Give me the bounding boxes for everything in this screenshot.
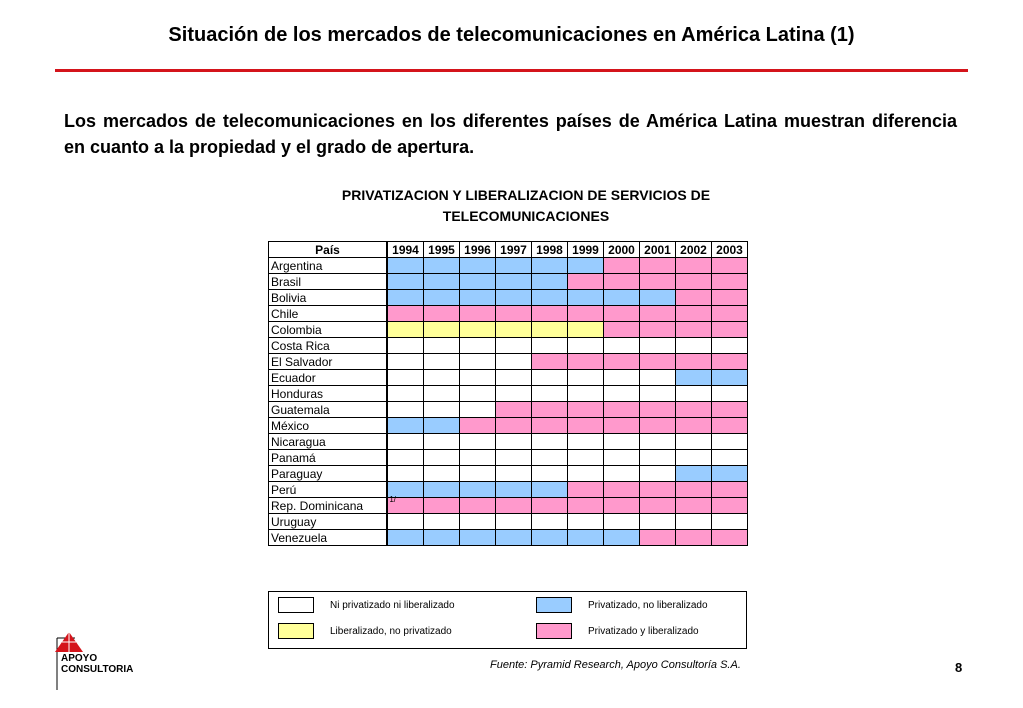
intro-paragraph: Los mercados de telecomunicaciones en los diferentes países de América Latina muestran diferencia en cuanto a la propiedad y el grado de apertura. bbox=[64, 111, 957, 157]
status-cell-1994 bbox=[388, 354, 424, 370]
status-cell-1997 bbox=[496, 450, 532, 466]
country-name: Honduras bbox=[271, 386, 324, 401]
status-cell-2001 bbox=[640, 402, 676, 418]
logo-text-line-1: APOYO bbox=[61, 653, 98, 664]
status-cell-2000 bbox=[604, 434, 640, 450]
status-cell-2001 bbox=[640, 482, 676, 498]
status-cell-1998 bbox=[532, 370, 568, 386]
status-cell-2003 bbox=[712, 530, 748, 546]
country-cell bbox=[269, 530, 387, 546]
status-cell-1999 bbox=[568, 434, 604, 450]
chart-title bbox=[300, 185, 752, 227]
status-cell-1998 bbox=[532, 386, 568, 402]
status-cell-2000 bbox=[604, 370, 640, 386]
status-cell-1996 bbox=[460, 290, 496, 306]
table-row bbox=[269, 258, 748, 274]
status-cell-2000 bbox=[604, 530, 640, 546]
status-cell-1998 bbox=[532, 482, 568, 498]
legend-item-privatized bbox=[536, 597, 708, 613]
table-row bbox=[269, 322, 748, 338]
status-cell-2002 bbox=[676, 338, 712, 354]
status-cell-1996 bbox=[460, 482, 496, 498]
country-name: Nicaragua bbox=[271, 434, 326, 449]
status-cell-1997 bbox=[496, 482, 532, 498]
status-cell-1997 bbox=[496, 274, 532, 290]
status-cell-1999 bbox=[568, 482, 604, 498]
header-country: País bbox=[269, 242, 387, 258]
status-cell-1996 bbox=[460, 370, 496, 386]
status-cell-1997 bbox=[496, 322, 532, 338]
status-cell-1998 bbox=[532, 418, 568, 434]
status-cell-2003 bbox=[712, 402, 748, 418]
legend-label-none: Ni privatizado ni liberalizado bbox=[330, 599, 455, 611]
status-cell-1996 bbox=[460, 450, 496, 466]
country-name: Paraguay bbox=[271, 466, 323, 481]
status-cell-1997 bbox=[496, 434, 532, 450]
status-cell-1996 bbox=[460, 434, 496, 450]
status-cell-1996 bbox=[460, 274, 496, 290]
country-name: Panamá bbox=[271, 450, 316, 465]
status-cell-2001 bbox=[640, 450, 676, 466]
country-cell bbox=[269, 418, 387, 434]
table-row bbox=[269, 418, 748, 434]
header-year-1998: 1998 bbox=[532, 242, 568, 258]
status-cell-2003 bbox=[712, 306, 748, 322]
country-cell bbox=[269, 274, 387, 290]
table-row bbox=[269, 306, 748, 322]
status-cell-2001 bbox=[640, 514, 676, 530]
status-cell-2002 bbox=[676, 402, 712, 418]
status-cell-2001 bbox=[640, 434, 676, 450]
status-cell-1997 bbox=[496, 498, 532, 514]
status-cell-1998 bbox=[532, 274, 568, 290]
country-name: Ecuador bbox=[271, 370, 316, 385]
status-cell-1995 bbox=[424, 434, 460, 450]
country-name: Venezuela bbox=[271, 530, 328, 545]
table-row bbox=[269, 274, 748, 290]
header-year-1995: 1995 bbox=[424, 242, 460, 258]
country-name: Argentina bbox=[271, 258, 323, 273]
country-cell bbox=[269, 354, 387, 370]
company-logo bbox=[55, 628, 155, 694]
status-cell-2003 bbox=[712, 354, 748, 370]
page-title: Situación de los mercados de telecomunicaciones en América Latina (1) bbox=[168, 24, 855, 46]
status-cell-2000 bbox=[604, 466, 640, 482]
status-cell-1994 bbox=[388, 338, 424, 354]
status-cell-1994 bbox=[388, 530, 424, 546]
title-divider bbox=[55, 69, 968, 72]
status-cell-1994 bbox=[388, 322, 424, 338]
status-cell-1998 bbox=[532, 306, 568, 322]
country-name: Brasil bbox=[271, 274, 302, 289]
status-cell-1996 bbox=[460, 258, 496, 274]
header-year-2000: 2000 bbox=[604, 242, 640, 258]
status-cell-2003 bbox=[712, 418, 748, 434]
status-cell-2001 bbox=[640, 274, 676, 290]
country-cell bbox=[269, 370, 387, 386]
legend-item-none bbox=[278, 597, 455, 613]
status-cell-1994 bbox=[388, 370, 424, 386]
country-cell bbox=[269, 495, 396, 514]
status-cell-1994 bbox=[388, 434, 424, 450]
country-cell bbox=[269, 306, 387, 322]
status-cell-2002 bbox=[676, 450, 712, 466]
status-cell-1995 bbox=[424, 530, 460, 546]
country-cell bbox=[269, 258, 387, 274]
country-cell bbox=[269, 450, 387, 466]
country-name: El Salvador bbox=[271, 354, 333, 369]
status-cell-1999 bbox=[568, 290, 604, 306]
status-cell-1999 bbox=[568, 322, 604, 338]
status-cell-1998 bbox=[532, 514, 568, 530]
status-cell-1995 bbox=[424, 306, 460, 322]
status-cell-2000 bbox=[604, 514, 640, 530]
status-cell-1998 bbox=[532, 434, 568, 450]
status-cell-2002 bbox=[676, 258, 712, 274]
status-cell-2001 bbox=[640, 354, 676, 370]
header-year-2003: 2003 bbox=[712, 242, 748, 258]
status-cell-2000 bbox=[604, 418, 640, 434]
country-cell bbox=[269, 386, 387, 402]
status-cell-1997 bbox=[496, 354, 532, 370]
legend-swatch-liberalized bbox=[278, 623, 314, 639]
status-cell-1997 bbox=[496, 386, 532, 402]
status-cell-1994 bbox=[388, 258, 424, 274]
status-cell-2003 bbox=[712, 450, 748, 466]
legend-label-liberalized: Liberalizado, no privatizado bbox=[330, 625, 452, 637]
status-cell-2000 bbox=[604, 274, 640, 290]
status-cell-1998 bbox=[532, 450, 568, 466]
status-cell-1997 bbox=[496, 370, 532, 386]
status-cell-2001 bbox=[640, 418, 676, 434]
status-cell-2001 bbox=[640, 338, 676, 354]
status-cell-2000 bbox=[604, 338, 640, 354]
status-cell-2002 bbox=[676, 306, 712, 322]
status-cell-2002 bbox=[676, 418, 712, 434]
status-cell-2003 bbox=[712, 498, 748, 514]
status-cell-1995 bbox=[424, 450, 460, 466]
status-cell-2003 bbox=[712, 482, 748, 498]
chart-title-line-1: PRIVATIZACION Y LIBERALIZACION DE SERVICIOS DE bbox=[341, 187, 711, 203]
status-cell-2003 bbox=[712, 466, 748, 482]
status-cell-2002 bbox=[676, 466, 712, 482]
status-cell-1995 bbox=[424, 258, 460, 274]
status-cell-1997 bbox=[496, 530, 532, 546]
logo-text-line-2: CONSULTORIA bbox=[61, 664, 134, 675]
legend-label-both: Privatizado y liberalizado bbox=[588, 625, 699, 637]
status-cell-1999 bbox=[568, 530, 604, 546]
status-cell-1994 bbox=[388, 402, 424, 418]
status-cell-1999 bbox=[568, 370, 604, 386]
country-name: Costa Rica bbox=[271, 338, 330, 353]
status-cell-2001 bbox=[640, 290, 676, 306]
legend-swatch-privatized bbox=[536, 597, 572, 613]
table-row bbox=[269, 290, 748, 306]
status-cell-1999 bbox=[568, 386, 604, 402]
header-year-2001: 2001 bbox=[640, 242, 676, 258]
header-year-1994: 1994 bbox=[388, 242, 424, 258]
status-cell-1998 bbox=[532, 290, 568, 306]
table-row bbox=[269, 466, 748, 482]
status-cell-2000 bbox=[604, 258, 640, 274]
table-row bbox=[269, 386, 748, 402]
status-cell-1994 bbox=[388, 514, 424, 530]
status-cell-1998 bbox=[532, 354, 568, 370]
status-cell-2003 bbox=[712, 338, 748, 354]
country-name: Uruguay bbox=[271, 514, 317, 529]
status-cell-1997 bbox=[496, 338, 532, 354]
status-cell-1998 bbox=[532, 498, 568, 514]
status-cell-1996 bbox=[460, 418, 496, 434]
table-row bbox=[269, 482, 748, 498]
status-cell-2002 bbox=[676, 274, 712, 290]
status-cell-2001 bbox=[640, 370, 676, 386]
status-cell-1996 bbox=[460, 530, 496, 546]
status-cell-1997 bbox=[496, 402, 532, 418]
status-cell-2000 bbox=[604, 354, 640, 370]
status-cell-1999 bbox=[568, 354, 604, 370]
status-cell-1994 bbox=[388, 306, 424, 322]
status-cell-1998 bbox=[532, 402, 568, 418]
legend-label-privatized: Privatizado, no liberalizado bbox=[588, 599, 708, 611]
status-cell-1994 bbox=[388, 466, 424, 482]
header-year-2002: 2002 bbox=[676, 242, 712, 258]
status-cell-1995 bbox=[424, 274, 460, 290]
status-cell-1997 bbox=[496, 306, 532, 322]
status-table bbox=[268, 241, 748, 546]
table-row bbox=[269, 354, 748, 370]
status-cell-1996 bbox=[460, 386, 496, 402]
status-cell-1997 bbox=[496, 258, 532, 274]
status-cell-1995 bbox=[424, 354, 460, 370]
status-cell-1994 bbox=[388, 386, 424, 402]
table-row bbox=[269, 402, 748, 418]
status-cell-1997 bbox=[496, 466, 532, 482]
status-cell-1995 bbox=[424, 498, 460, 514]
status-cell-2003 bbox=[712, 370, 748, 386]
status-cell-1998 bbox=[532, 338, 568, 354]
status-cell-1995 bbox=[424, 370, 460, 386]
header-year-1999: 1999 bbox=[568, 242, 604, 258]
legend-swatch-none bbox=[278, 597, 314, 613]
status-cell-2002 bbox=[676, 498, 712, 514]
table-header-row bbox=[269, 242, 748, 258]
status-cell-1998 bbox=[532, 530, 568, 546]
status-cell-2001 bbox=[640, 306, 676, 322]
status-cell-1995 bbox=[424, 322, 460, 338]
table-row bbox=[269, 514, 748, 530]
status-cell-1999 bbox=[568, 418, 604, 434]
status-cell-2001 bbox=[640, 498, 676, 514]
status-cell-2001 bbox=[640, 258, 676, 274]
country-cell bbox=[269, 482, 387, 498]
status-cell-1994 bbox=[388, 290, 424, 306]
status-cell-1996 bbox=[460, 498, 496, 514]
status-cell-2000 bbox=[604, 306, 640, 322]
status-cell-2003 bbox=[712, 290, 748, 306]
country-cell bbox=[269, 402, 387, 418]
country-name: México bbox=[271, 418, 310, 433]
country-name: Guatemala bbox=[271, 402, 330, 417]
legend-item-both bbox=[536, 623, 699, 639]
status-cell-1994 bbox=[388, 418, 424, 434]
status-cell-2003 bbox=[712, 258, 748, 274]
status-cell-1998 bbox=[532, 258, 568, 274]
status-cell-1996 bbox=[460, 306, 496, 322]
country-cell bbox=[269, 434, 387, 450]
status-cell-2002 bbox=[676, 322, 712, 338]
status-cell-1998 bbox=[532, 322, 568, 338]
status-cell-1995 bbox=[424, 418, 460, 434]
status-cell-1999 bbox=[568, 258, 604, 274]
status-cell-1995 bbox=[424, 402, 460, 418]
status-cell-1995 bbox=[424, 386, 460, 402]
status-cell-2000 bbox=[604, 450, 640, 466]
status-cell-2000 bbox=[604, 386, 640, 402]
country-name: Colombia bbox=[271, 322, 322, 337]
legend-swatch-both bbox=[536, 623, 572, 639]
table-row bbox=[269, 338, 748, 354]
status-cell-1999 bbox=[568, 450, 604, 466]
status-cell-2003 bbox=[712, 386, 748, 402]
page-number: 8 bbox=[955, 660, 963, 675]
country-cell bbox=[269, 466, 387, 482]
country-name: Perú bbox=[271, 482, 297, 497]
status-cell-1995 bbox=[424, 290, 460, 306]
status-cell-2002 bbox=[676, 434, 712, 450]
status-cell-1999 bbox=[568, 338, 604, 354]
status-cell-1995 bbox=[424, 466, 460, 482]
status-cell-1997 bbox=[496, 514, 532, 530]
status-cell-2002 bbox=[676, 482, 712, 498]
status-cell-1999 bbox=[568, 274, 604, 290]
status-cell-1995 bbox=[424, 338, 460, 354]
status-cell-2001 bbox=[640, 466, 676, 482]
status-cell-2003 bbox=[712, 514, 748, 530]
country-cell bbox=[269, 514, 387, 530]
country-cell bbox=[269, 322, 387, 338]
status-cell-2002 bbox=[676, 290, 712, 306]
status-cell-1999 bbox=[568, 306, 604, 322]
country-name: Chile bbox=[271, 306, 299, 321]
status-cell-2000 bbox=[604, 498, 640, 514]
chart-title-line-2: TELECOMUNICACIONES bbox=[442, 208, 610, 224]
status-cell-2001 bbox=[640, 386, 676, 402]
table-row bbox=[269, 498, 748, 514]
status-cell-2003 bbox=[712, 434, 748, 450]
status-cell-1996 bbox=[460, 466, 496, 482]
status-cell-1998 bbox=[532, 466, 568, 482]
status-cell-2000 bbox=[604, 482, 640, 498]
status-cell-1999 bbox=[568, 514, 604, 530]
status-cell-1999 bbox=[568, 466, 604, 482]
footnote-marker: 1/ bbox=[389, 495, 396, 504]
status-cell-2003 bbox=[712, 322, 748, 338]
status-cell-1996 bbox=[460, 354, 496, 370]
status-cell-1999 bbox=[568, 402, 604, 418]
table-body bbox=[269, 258, 748, 546]
legend bbox=[268, 591, 747, 649]
status-cell-2002 bbox=[676, 514, 712, 530]
status-cell-1999 bbox=[568, 498, 604, 514]
status-cell-2003 bbox=[712, 274, 748, 290]
status-cell-2002 bbox=[676, 370, 712, 386]
status-cell-1997 bbox=[496, 418, 532, 434]
source-note: Fuente: Pyramid Research, Apoyo Consultoría S.A. bbox=[490, 659, 741, 671]
status-cell-1996 bbox=[460, 402, 496, 418]
legend-item-liberalized bbox=[278, 623, 452, 639]
table-row bbox=[269, 530, 748, 546]
status-cell-1997 bbox=[496, 290, 532, 306]
header-year-1996: 1996 bbox=[460, 242, 496, 258]
status-cell-2000 bbox=[604, 402, 640, 418]
status-cell-2002 bbox=[676, 530, 712, 546]
status-cell-1996 bbox=[460, 338, 496, 354]
status-cell-1994 bbox=[388, 274, 424, 290]
status-cell-2001 bbox=[640, 530, 676, 546]
status-cell-1995 bbox=[424, 482, 460, 498]
table-row bbox=[269, 370, 748, 386]
header-year-1997: 1997 bbox=[496, 242, 532, 258]
status-cell-1995 bbox=[424, 514, 460, 530]
status-cell-1996 bbox=[460, 514, 496, 530]
table-row bbox=[269, 434, 748, 450]
status-cell-2002 bbox=[676, 386, 712, 402]
country-name: Bolivia bbox=[271, 290, 307, 305]
status-cell-2001 bbox=[640, 322, 676, 338]
status-cell-2002 bbox=[676, 354, 712, 370]
status-cell-2000 bbox=[604, 322, 640, 338]
country-name: Rep. Dominicana bbox=[271, 498, 364, 513]
country-cell bbox=[269, 338, 387, 354]
status-cell-1994 bbox=[388, 450, 424, 466]
status-cell-1996 bbox=[460, 322, 496, 338]
status-cell-2000 bbox=[604, 290, 640, 306]
table-row bbox=[269, 450, 748, 466]
country-cell bbox=[269, 290, 387, 306]
